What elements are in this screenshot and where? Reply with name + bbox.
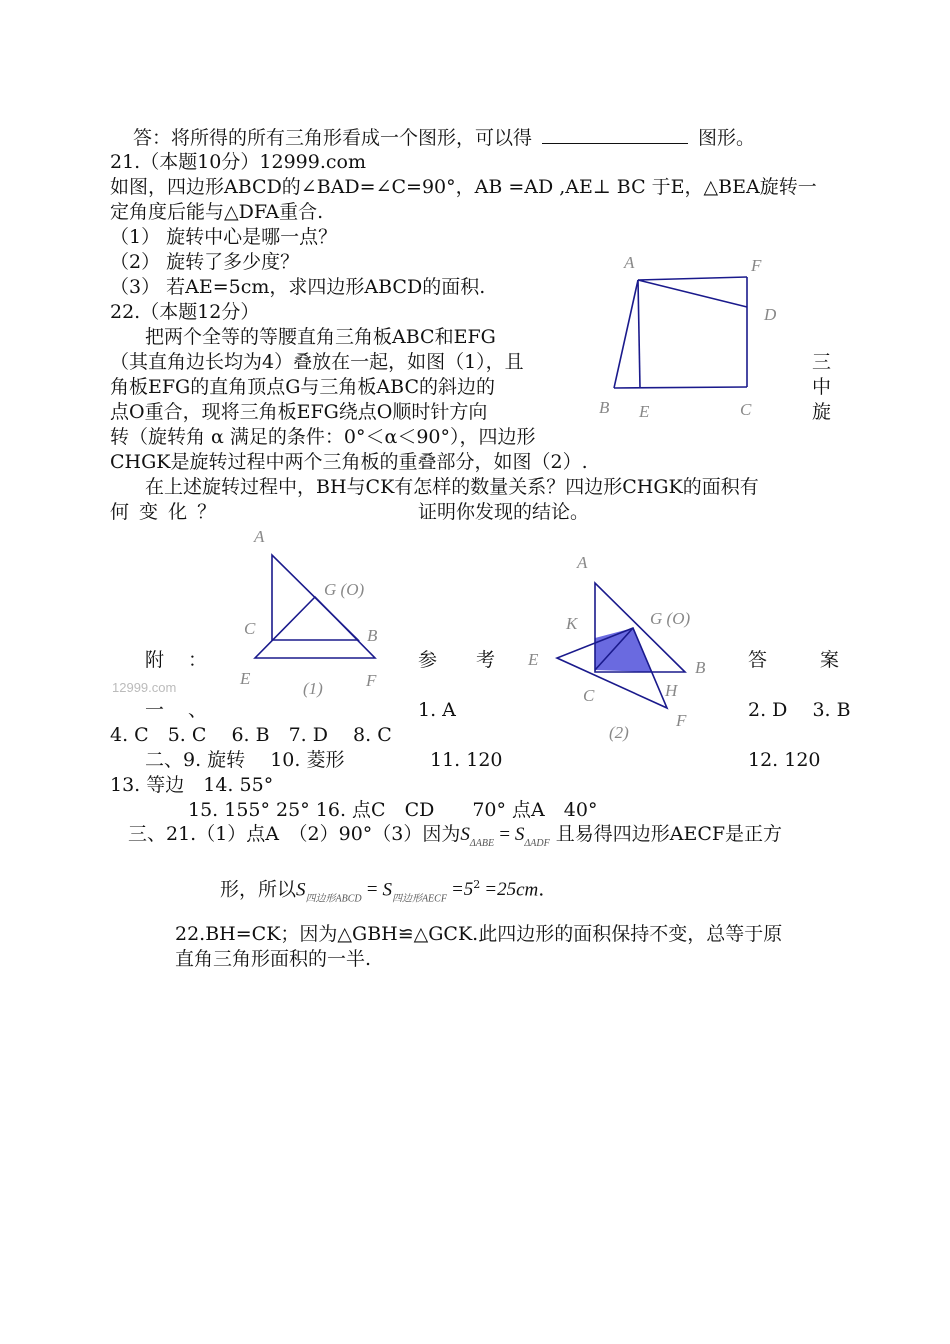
q20-answer-line (133, 125, 755, 150)
equals-sign-1: = (498, 824, 511, 845)
answer-15-16: 15. 155° 25° 16. 点C CD 70° 点A 40° (188, 799, 598, 821)
q21-stem-line1: 如图，四边形ABCD的∠BAD=∠C=90°，AB =AD ,AE⊥ BC 于E，△BEA旋转一 (110, 176, 817, 198)
fig1-caption: (1) (303, 679, 323, 698)
q22-side-char-1: 三 (812, 351, 832, 373)
area-S-4: S (382, 879, 392, 901)
fig2-label-F: F (676, 711, 687, 730)
section-1-mark: 、 (188, 699, 208, 721)
area-sub-abcd: 四边形ABCD (305, 893, 362, 905)
area-exponent: 2 (473, 878, 481, 891)
label-F: F (751, 256, 762, 275)
q22-side-char-2: 中 (812, 376, 832, 398)
answers-heading-can: 参 (418, 649, 438, 671)
q22-para-line8a: 何 变 化 ？ (110, 501, 219, 523)
answers-heading-fu: 附 (145, 649, 165, 671)
q22-para-line6: CHGK是旋转过程中两个三角板的重叠部分，如图（2）. (110, 451, 588, 473)
edge-BC (614, 387, 747, 388)
q21-subquestion-2: （2） 旋转了多少度？ (110, 251, 300, 273)
watermark: 12999.com (112, 680, 177, 695)
q21-figure (590, 250, 800, 425)
answer-9-10: 二、9. 旋转 10. 菱形 (145, 749, 345, 771)
fig1-label-E: E (240, 669, 251, 688)
q21-stem-line2: 定角度后能与△DFA重合. (110, 201, 324, 223)
answer-12: 12. 120 (748, 749, 821, 771)
q20-answer-suffix: 图形。 (698, 127, 756, 149)
fig2-label-A: A (577, 553, 588, 572)
label-A: A (624, 253, 635, 272)
q22-para-line3: 角板EFG的直角顶点G与三角板ABC的斜边的 (110, 376, 495, 398)
area-sub-aecf: 四边形AECF (391, 893, 447, 905)
q21-subquestion-3: （3） 若AE=5cm，求四边形ABCD的面积. (110, 276, 486, 298)
q22-para-line2: （其直角边长均为4）叠放在一起，如图（1），且 (110, 351, 524, 373)
q20-answer-prefix: 答：将所得的所有三角形看成一个图形，可以得 (133, 127, 533, 149)
edge-AB (614, 280, 638, 388)
answer-4-8: 4. C 5. C 6. B 7. D 8. C (110, 724, 392, 746)
answer-22-line2: 直角三角形面积的一半. (175, 948, 372, 970)
answers-heading-colon: ： (188, 649, 208, 671)
answer-21-suffix: 且易得四边形AECF是正方 (555, 823, 783, 845)
section-1-label: 一 (145, 699, 165, 721)
equals-sign-2: = (365, 879, 379, 901)
q22-header: 22.（本题12分） (110, 301, 260, 323)
area-unit: cm (516, 879, 539, 901)
fig2-label-E: E (528, 650, 539, 669)
edge-AE (638, 280, 640, 388)
overlap-CHGK (595, 628, 652, 672)
triangle-EFG (255, 597, 375, 658)
q22-para-line5: 转（旋转角 α 满足的条件：0°＜α＜90°），四边形 (110, 426, 536, 448)
answer-1: 1. A (418, 699, 456, 721)
answer-21-line1 (128, 822, 782, 856)
answers-heading-da: 答 (748, 649, 768, 671)
label-D: D (764, 305, 777, 324)
area-value-base: =5 (450, 879, 474, 901)
edge-AF (638, 277, 747, 280)
label-E: E (639, 402, 650, 421)
edge-AD (638, 280, 747, 307)
answers-heading-an: 案 (820, 649, 840, 671)
label-B: B (599, 398, 610, 417)
q22-para-line8b: 证明你发现的结论。 (418, 501, 590, 523)
fig1-label-C: C (244, 619, 256, 638)
q21-header: 21.（本题10分）12999.com (110, 151, 366, 173)
q22-para-line7: 在上述旋转过程中，BH与CK有怎样的数量关系？四边形CHGK的面积有 (145, 476, 759, 498)
fig1-label-G: G (O) (324, 580, 365, 599)
answer-2-3: 2. D 3. B (748, 699, 851, 721)
area-S-3: S (296, 879, 306, 901)
fig1-label-A: A (254, 527, 265, 546)
fig2-label-G: G (O) (650, 609, 691, 628)
area-sub-abe: ΔABE (469, 838, 495, 849)
fig1-label-F: F (366, 671, 377, 690)
answer-11: 11. 120 (430, 749, 503, 771)
answer-21-line2 (220, 873, 544, 911)
fig1-label-B: B (367, 626, 378, 645)
q20-answer-blank[interactable] (542, 125, 688, 144)
q21-subquestion-1: （1） 旋转中心是哪一点？ (110, 226, 338, 248)
fig2-label-C: C (583, 686, 595, 705)
answers-heading-kao: 考 (476, 649, 496, 671)
area-value: =25 (484, 879, 517, 901)
answer-22-line1: 22.BH=CK；因为△GBH≌△GCK.此四边形的面积保持不变，总等于原 (175, 923, 783, 945)
q22-figure-2 (520, 545, 720, 745)
fig2-label-K: K (566, 614, 578, 633)
area-sub-adf: ΔADF (524, 838, 550, 849)
q22-para-line4: 点O重合，现将三角板EFG绕点O顺时针方向 (110, 401, 488, 423)
q22-figure-1 (230, 520, 400, 700)
area-S-2: S (514, 824, 525, 845)
answer-21-prefix: 三、21.（1）点A （2）90°（3）因为 (128, 823, 461, 845)
fig2-label-B: B (695, 658, 706, 677)
q22-side-char-3: 旋 (812, 401, 832, 423)
area-period: . (538, 878, 545, 901)
answer-21-line2-prefix: 形，所以 (220, 878, 297, 901)
q22-para-line1: 把两个全等的等腰直角三角板ABC和EFG (145, 326, 496, 348)
fig2-caption: (2) (609, 723, 629, 742)
label-C: C (740, 400, 752, 419)
answer-13-14: 13. 等边 14. 55° (110, 774, 274, 796)
fig2-label-H: H (665, 681, 678, 700)
area-S-1: S (460, 824, 470, 845)
